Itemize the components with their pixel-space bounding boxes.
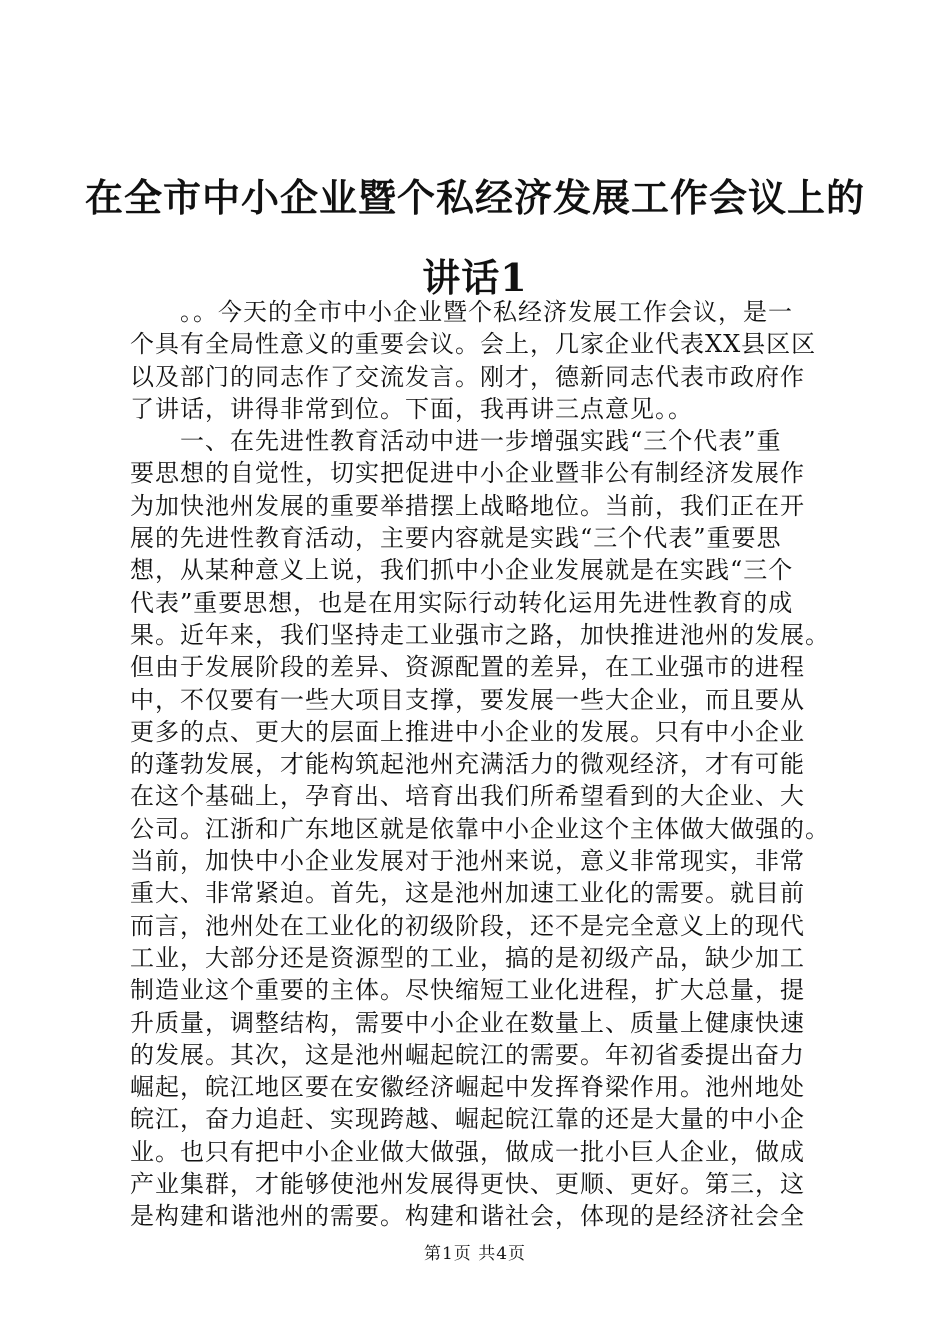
body-line: 想，从某种意义上说，我们抓中小企业发展就是在实践“三个 [130, 556, 794, 585]
body-line: 更多的点、更大的层面上推进中小企业的发展。只有中小企业 [130, 717, 805, 746]
body-line: 升质量，调整结构，需要中小企业在数量上、质量上健康快速 [130, 1008, 805, 1037]
body-line: 为加快池州发展的重要举措摆上战略地位。当前，我们正在开 [130, 491, 805, 520]
body-line: 崛起，皖江地区要在安徽经济崛起中发挥脊梁作用。池州地处 [130, 1073, 805, 1102]
body-line: 公司。江浙和广东地区就是依靠中小企业这个主体做大做强的。 [130, 814, 830, 843]
body-line: 。。今天的全市中小企业暨个私经济发展工作会议，是一 [130, 298, 793, 326]
body-line: 是构建和谐池州的需要。构建和谐社会，体现的是经济社会全 [130, 1202, 805, 1231]
body-line: 制造业这个重要的主体。尽快缩短工业化进程，扩大总量，提 [130, 976, 805, 1005]
document-title [0, 158, 950, 318]
body-line: 但由于发展阶段的差异、资源配置的差异，在工业强市的进程 [130, 653, 805, 682]
document-body [130, 296, 842, 1233]
body-line: 业。也只有把中小企业做大做强，做成一批小巨人企业，做成 [130, 1137, 805, 1166]
body-line: 以及部门的同志作了交流发言。刚才，德新同志代表市政府作 [130, 362, 805, 391]
body-line: 果。近年来，我们坚持走工业强市之路，加快推进池州的发展。 [130, 620, 830, 649]
body-line: 一、在先进性教育活动中进一步增强实践“三个代表”重 [130, 427, 782, 456]
body-line: 而言，池州处在工业化的初级阶段，还不是完全意义上的现代 [130, 911, 805, 940]
body-line: 工业，大部分还是资源型的工业，搞的是初级产品，缺少加工 [130, 943, 805, 972]
body-line: 的发展。其次，这是池州崛起皖江的需要。年初省委提出奋力 [130, 1040, 805, 1069]
body-line: 的蓬勃发展，才能构筑起池州充满活力的微观经济，才有可能 [130, 750, 805, 779]
body-line: 中，不仅要有一些大项目支撑，要发展一些大企业，而且要从 [130, 685, 805, 714]
body-line: 代表”重要思想，也是在用实际行动转化运用先进性教育的成 [130, 588, 794, 617]
body-line: 展的先进性教育活动，主要内容就是实践“三个代表”重要思 [130, 524, 782, 553]
title-line-1: 在全市中小企业暨个私经济发展工作会议上的 [84, 175, 865, 220]
body-line: 重大、非常紧迫。首先，这是池州加速工业化的需要。就目前 [130, 879, 805, 908]
body-line: 了讲话，讲得非常到位。下面，我再讲三点意见。。 [130, 394, 693, 423]
body-line: 在这个基础上，孕育出、培育出我们所希望看到的大企业、大 [130, 782, 805, 811]
body-line: 当前，加快中小企业发展对于池州来说，意义非常现实，非常 [130, 847, 805, 876]
title-line-2: 讲话1 [422, 255, 528, 300]
body-line: 要思想的自觉性，切实把促进中小企业暨非公有制经济发展作 [130, 459, 805, 488]
body-line: 皖江，奋力追赶、实现跨越、崛起皖江靠的还是大量的中小企 [130, 1105, 805, 1134]
body-line: 产业集群，才能够使池州发展得更快、更顺、更好。第三，这 [130, 1170, 805, 1199]
page-footer: 第1页 共4页 [423, 1244, 527, 1264]
body-line: 个具有全局性意义的重要会议。会上，几家企业代表XX县区区 [130, 330, 817, 359]
